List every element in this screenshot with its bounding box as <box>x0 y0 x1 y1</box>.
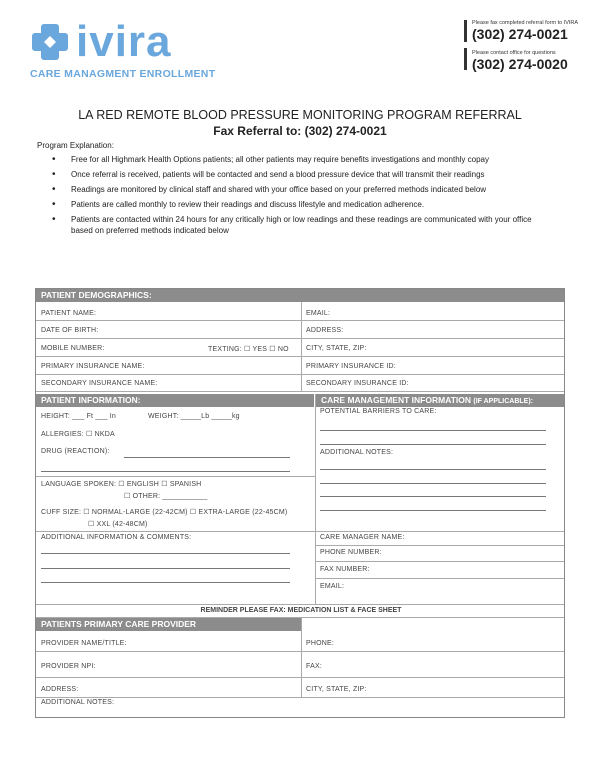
care-notes-line[interactable] <box>320 496 546 497</box>
reminder-note: REMINDER PLEASE FAX: MEDICATION LIST & FACE SHEET <box>200 607 402 614</box>
list-item: • Patients are contacted within 24 hours for any critically high or low readings and these readings are communicated with your office based on preferred methods indicated below <box>52 214 552 236</box>
texting-checkboxes[interactable]: TEXTING: ☐ YES ☐ NO <box>208 346 289 353</box>
divider <box>36 391 564 392</box>
barriers-line[interactable] <box>320 430 546 431</box>
weight-field[interactable]: WEIGHT: _____Lb _____kg <box>148 413 240 420</box>
secondary-insurance-field[interactable]: SECONDARY INSURANCE NAME: <box>41 380 158 387</box>
cuff-size-xxl-checkbox[interactable]: ☐ XXL (42-48CM) <box>88 521 148 528</box>
divider <box>316 578 564 579</box>
divider <box>36 651 564 652</box>
care-notes-field[interactable]: ADDITIONAL NOTES: <box>320 449 394 456</box>
section-header-patient-info: PATIENT INFORMATION: <box>36 394 314 407</box>
additional-info-line[interactable] <box>41 582 290 583</box>
ivira-logo <box>30 17 216 88</box>
provider-npi-field[interactable]: PROVIDER NPI: <box>41 663 96 670</box>
cuff-size-checkboxes[interactable]: CUFF SIZE: ☐ NORMAL-LARGE (22-42CM) ☐ EXTRA-LARGE (22-45CM) <box>41 509 288 516</box>
drug-reaction-line[interactable] <box>124 457 290 458</box>
contact-caption: Please contact office for questions <box>472 50 556 56</box>
logo-subtitle: CARE MANAGMENT ENROLLMENT <box>30 68 216 80</box>
referral-form <box>35 288 565 718</box>
section-header-demographics: PATIENT DEMOGRAPHICS: <box>36 289 564 302</box>
divider <box>36 476 315 477</box>
fax-number: (302) 274-0021 <box>472 26 568 42</box>
explanation-list <box>52 154 552 240</box>
logo-wordmark: ivira <box>76 17 172 66</box>
list-item: • Readings are monitored by clinical staff and shared with your office based on your preferred methods indicated below <box>52 184 552 195</box>
care-management-title: CARE MANAGEMENT INFORMATION <box>321 395 471 405</box>
provider-phone-field[interactable]: PHONE: <box>306 640 335 647</box>
care-phone-field[interactable]: PHONE NUMBER: <box>320 549 382 556</box>
divider <box>315 394 316 604</box>
divider <box>36 374 564 375</box>
provider-fax-field[interactable]: FAX: <box>306 663 322 670</box>
medical-cross-icon <box>30 22 70 62</box>
language-other-field[interactable]: ☐ OTHER: ___________ <box>124 493 208 500</box>
list-item: • Once referral is received, patients will be contacted and send a blood pressure device that will transmit their readings <box>52 169 552 180</box>
divider <box>464 48 467 70</box>
explanation-label: Program Explanation: <box>37 141 114 150</box>
dob-field[interactable]: DATE OF BIRTH: <box>41 327 99 334</box>
secondary-insurance-id-field[interactable]: SECONDARY INSURANCE ID: <box>306 380 409 387</box>
height-field[interactable]: HEIGHT: ___ Ft ___ In <box>41 413 117 420</box>
divider <box>36 531 564 532</box>
divider <box>36 356 564 357</box>
divider <box>36 677 564 678</box>
city-field[interactable]: CITY, STATE, ZIP: <box>306 345 367 352</box>
primary-insurance-id-field[interactable]: PRIMARY INSURANCE ID: <box>306 363 396 370</box>
care-notes-line[interactable] <box>320 510 546 511</box>
divider <box>316 545 564 546</box>
divider <box>301 302 302 391</box>
list-item: • Patients are called monthly to review their readings and discuss lifestyle and medication adherence. <box>52 199 552 210</box>
section-header-care-management <box>316 394 564 407</box>
drug-reaction-line[interactable] <box>41 471 290 472</box>
fax-caption: Please fax completed referral form to IVIRA <box>472 20 579 26</box>
divider <box>464 20 467 42</box>
additional-info-line[interactable] <box>41 553 290 554</box>
page-title: LA RED REMOTE BLOOD PRESSURE MONITORING PROGRAM REFERRAL <box>78 108 522 122</box>
list-item: • Free for all Highmark Health Options patients; all other patients may require benefits investigations and monthly copay <box>52 154 552 165</box>
section-header-provider: PATIENTS PRIMARY CARE PROVIDER <box>36 618 301 631</box>
barriers-field[interactable]: POTENTIAL BARRIERS TO CARE: <box>320 408 437 415</box>
divider <box>301 618 302 697</box>
divider <box>316 561 564 562</box>
care-manager-name-field[interactable]: CARE MANAGER NAME: <box>320 534 405 541</box>
provider-notes-field[interactable]: ADDITIONAL NOTES: <box>41 699 115 706</box>
allergies-checkbox[interactable]: ALLERGIES: ☐ NKDA <box>41 431 115 438</box>
provider-city-field[interactable]: CITY, STATE, ZIP: <box>306 686 367 693</box>
additional-info-line[interactable] <box>41 568 290 569</box>
divider <box>36 604 564 605</box>
divider <box>36 320 564 321</box>
page-subtitle: Fax Referral to: (302) 274-0021 <box>213 124 387 138</box>
language-checkboxes[interactable]: LANGUAGE SPOKEN: ☐ ENGLISH ☐ SPANISH <box>41 481 202 488</box>
care-fax-field[interactable]: FAX NUMBER: <box>320 566 370 573</box>
additional-info-field[interactable]: ADDITIONAL INFORMATION & COMMENTS: <box>41 534 192 541</box>
contact-number: (302) 274-0020 <box>472 56 568 72</box>
provider-name-field[interactable]: PROVIDER NAME/TITLE: <box>41 640 127 647</box>
provider-address-field[interactable]: ADDRESS: <box>41 686 79 693</box>
care-email-field[interactable]: EMAIL: <box>320 583 345 590</box>
care-notes-line[interactable] <box>320 483 546 484</box>
contact-block <box>464 20 586 72</box>
address-field[interactable]: ADDRESS: <box>306 327 344 334</box>
barriers-line[interactable] <box>320 444 546 445</box>
mobile-field[interactable]: MOBILE NUMBER: <box>41 345 105 352</box>
care-notes-line[interactable] <box>320 469 546 470</box>
drug-reaction-field[interactable]: DRUG (REACTION): <box>41 448 110 455</box>
patient-email-field[interactable]: EMAIL: <box>306 310 331 317</box>
care-management-note: (IF APPLICABLE): <box>473 398 533 405</box>
primary-insurance-field[interactable]: PRIMARY INSURANCE NAME: <box>41 363 145 370</box>
divider <box>36 697 564 698</box>
patient-name-field[interactable]: PATIENT NAME: <box>41 310 97 317</box>
divider <box>36 338 564 339</box>
